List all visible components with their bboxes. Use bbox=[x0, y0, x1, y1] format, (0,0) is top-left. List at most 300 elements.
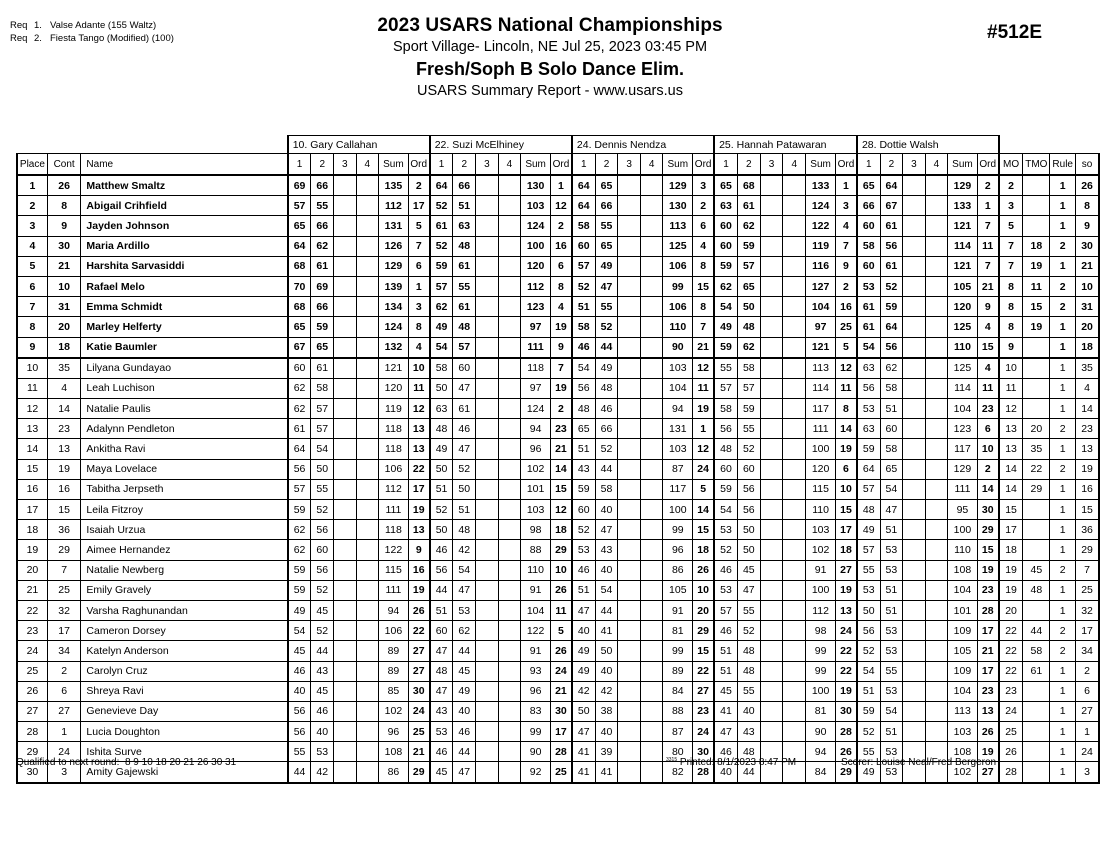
cell-judge0-score1: 54 bbox=[288, 621, 311, 641]
cell-judge1-sum: 90 bbox=[521, 742, 551, 762]
cell-judge2-score2: 44 bbox=[595, 600, 618, 620]
cell-judge2-score1: 47 bbox=[572, 600, 595, 620]
cell-judge0-score2: 58 bbox=[311, 378, 334, 398]
cell-judge2-score4 bbox=[640, 337, 663, 358]
cell-place: 6 bbox=[17, 276, 47, 296]
cell-judge3-score2: 59 bbox=[737, 399, 760, 419]
cell-judge3-score2: 52 bbox=[737, 439, 760, 459]
cell-judge2-ord: 10 bbox=[693, 580, 714, 600]
cell-rule: 2 bbox=[1050, 236, 1076, 256]
cell-judge1-score2: 44 bbox=[453, 641, 476, 661]
table-row bbox=[17, 500, 1099, 520]
cell-judge0-score4 bbox=[356, 479, 379, 499]
cell-judge2-score2: 66 bbox=[595, 419, 618, 439]
cell-judge4-score4 bbox=[925, 479, 947, 499]
cell-judge4-ord: 7 bbox=[977, 216, 998, 236]
cell-rule: 1 bbox=[1050, 216, 1076, 236]
cell-name: Natalie Newberg bbox=[81, 560, 288, 580]
cell-judge2-ord: 24 bbox=[693, 722, 714, 742]
cell-judge4-score1: 54 bbox=[857, 661, 880, 681]
cell-judge4-ord: 11 bbox=[977, 378, 998, 398]
cell-judge1-ord: 2 bbox=[550, 399, 571, 419]
cell-judge0-ord: 25 bbox=[408, 722, 429, 742]
cell-judge1-score3 bbox=[476, 722, 499, 742]
cell-judge1-score4 bbox=[498, 256, 521, 276]
cell-judge3-score1: 62 bbox=[714, 276, 737, 296]
cell-judge4-score1: 56 bbox=[857, 621, 880, 641]
cell-judge4-ord: 27 bbox=[977, 762, 998, 783]
cell-rule: 2 bbox=[1050, 641, 1076, 661]
cell-judge1-score4 bbox=[498, 701, 521, 721]
cell-judge4-score4 bbox=[925, 337, 947, 358]
cell-judge2-score2: 41 bbox=[595, 762, 618, 783]
cell-judge3-score3 bbox=[760, 358, 783, 379]
cell-judge1-ord: 26 bbox=[550, 641, 571, 661]
cell-judge2-score1: 46 bbox=[572, 337, 595, 358]
cell-rule: 1 bbox=[1050, 661, 1076, 681]
cell-name: Jayden Johnson bbox=[81, 216, 288, 236]
cell-tmo: 19 bbox=[1023, 256, 1050, 276]
cell-judge2-ord: 24 bbox=[693, 459, 714, 479]
cell-judge3-sum: 113 bbox=[806, 358, 836, 379]
table-row bbox=[17, 358, 1099, 379]
cell-name: Amity Gajewski bbox=[81, 762, 288, 783]
cell-judge1-score2: 60 bbox=[453, 358, 476, 379]
cell-judge4-score1: 60 bbox=[857, 256, 880, 276]
cell-rule: 1 bbox=[1050, 681, 1076, 701]
cell-judge1-score3 bbox=[476, 297, 499, 317]
cell-judge0-sum: 115 bbox=[379, 560, 409, 580]
col-judge1-3: 3 bbox=[476, 154, 499, 176]
table-row bbox=[17, 216, 1099, 236]
cell-judge4-score2: 53 bbox=[880, 560, 903, 580]
cell-judge0-sum: 102 bbox=[379, 701, 409, 721]
cell-judge3-score3 bbox=[760, 500, 783, 520]
cell-judge0-score3 bbox=[334, 297, 357, 317]
qualified-line bbox=[16, 757, 236, 768]
cell-judge1-ord: 11 bbox=[550, 600, 571, 620]
cell-judge2-score2: 41 bbox=[595, 621, 618, 641]
cell-judge1-sum: 123 bbox=[521, 297, 551, 317]
cell-judge4-score1: 53 bbox=[857, 399, 880, 419]
cell-judge2-score3 bbox=[618, 459, 641, 479]
cell-tmo: 35 bbox=[1023, 439, 1050, 459]
cell-judge2-score3 bbox=[618, 378, 641, 398]
cell-place: 12 bbox=[17, 399, 47, 419]
cell-judge2-sum: 81 bbox=[663, 621, 693, 641]
cell-judge2-ord: 27 bbox=[693, 681, 714, 701]
cell-judge2-score3 bbox=[618, 175, 641, 196]
cell-judge1-score4 bbox=[498, 540, 521, 560]
cell-judge3-sum: 91 bbox=[806, 560, 836, 580]
cell-judge2-score2: 65 bbox=[595, 236, 618, 256]
cell-judge2-ord: 7 bbox=[693, 317, 714, 337]
cell-judge2-ord: 3 bbox=[693, 175, 714, 196]
cell-judge2-score1: 42 bbox=[572, 681, 595, 701]
cell-judge0-score3 bbox=[334, 621, 357, 641]
cell-judge2-sum: 99 bbox=[663, 276, 693, 296]
cell-judge1-sum: 111 bbox=[521, 337, 551, 358]
cell-judge0-ord: 27 bbox=[408, 661, 429, 681]
cell-judge2-ord: 28 bbox=[693, 762, 714, 783]
cell-judge4-score3 bbox=[903, 236, 925, 256]
cell-judge2-score3 bbox=[618, 500, 641, 520]
cell-mo: 17 bbox=[999, 520, 1023, 540]
cell-judge2-sum: 82 bbox=[663, 762, 693, 783]
cell-judge3-score1: 45 bbox=[714, 681, 737, 701]
cell-cont: 17 bbox=[47, 621, 81, 641]
cell-judge0-score1: 70 bbox=[288, 276, 311, 296]
cell-judge2-sum: 91 bbox=[663, 600, 693, 620]
cell-judge3-score4 bbox=[783, 399, 806, 419]
cell-tmo: 61 bbox=[1023, 661, 1050, 681]
table-row bbox=[17, 317, 1099, 337]
cell-judge1-score4 bbox=[498, 661, 521, 681]
cell-judge1-score2: 49 bbox=[453, 681, 476, 701]
cell-judge0-score1: 59 bbox=[288, 580, 311, 600]
cell-name: Genevieve Day bbox=[81, 701, 288, 721]
cell-judge1-score4 bbox=[498, 297, 521, 317]
cell-judge0-score1: 64 bbox=[288, 439, 311, 459]
cell-judge1-score4 bbox=[498, 560, 521, 580]
cell-rule: 1 bbox=[1050, 358, 1076, 379]
cell-cont: 23 bbox=[47, 419, 81, 439]
col-judge1-sum: Sum bbox=[521, 154, 551, 176]
printed-timestamp: Printed: 8/1/2023 8:47 PM bbox=[679, 757, 797, 768]
cell-judge3-score3 bbox=[760, 216, 783, 236]
cell-judge3-score1: 46 bbox=[714, 742, 737, 762]
cell-judge1-score2: 55 bbox=[453, 276, 476, 296]
cell-judge0-score3 bbox=[334, 439, 357, 459]
cell-judge0-score3 bbox=[334, 459, 357, 479]
cell-so: 19 bbox=[1076, 459, 1099, 479]
table-row bbox=[17, 297, 1099, 317]
cell-judge1-score1: 54 bbox=[430, 337, 453, 358]
results-body bbox=[17, 175, 1099, 783]
cell-judge2-score1: 60 bbox=[572, 236, 595, 256]
cell-judge0-score1: 61 bbox=[288, 419, 311, 439]
cell-tmo: 29 bbox=[1023, 479, 1050, 499]
cell-judge4-score2: 56 bbox=[880, 236, 903, 256]
cell-judge0-score4 bbox=[356, 722, 379, 742]
cell-judge1-score4 bbox=[498, 236, 521, 256]
cell-judge0-score4 bbox=[356, 378, 379, 398]
cell-so: 3 bbox=[1076, 762, 1099, 783]
col-judge2-ord: Ord bbox=[693, 154, 714, 176]
cell-judge4-ord: 19 bbox=[977, 742, 998, 762]
cell-judge0-score1: 59 bbox=[288, 560, 311, 580]
cell-judge3-score1: 59 bbox=[714, 479, 737, 499]
cell-mo: 19 bbox=[999, 580, 1023, 600]
table-row bbox=[17, 399, 1099, 419]
cell-judge4-sum: 111 bbox=[948, 479, 978, 499]
cell-name: Abigail Crihfield bbox=[81, 196, 288, 216]
cell-judge1-ord: 15 bbox=[550, 479, 571, 499]
cell-judge2-score3 bbox=[618, 701, 641, 721]
cell-place: 22 bbox=[17, 600, 47, 620]
cell-judge0-sum: 112 bbox=[379, 196, 409, 216]
cell-judge3-ord: 22 bbox=[836, 641, 857, 661]
cell-judge0-score1: 62 bbox=[288, 540, 311, 560]
cell-judge2-score2: 52 bbox=[595, 439, 618, 459]
cell-judge4-sum: 104 bbox=[948, 681, 978, 701]
cell-judge1-score3 bbox=[476, 276, 499, 296]
cell-judge4-score4 bbox=[925, 701, 947, 721]
cell-judge1-sum: 124 bbox=[521, 399, 551, 419]
cell-judge4-score2: 54 bbox=[880, 701, 903, 721]
cell-rule: 1 bbox=[1050, 378, 1076, 398]
cell-judge2-ord: 15 bbox=[693, 520, 714, 540]
cell-judge1-score4 bbox=[498, 580, 521, 600]
cell-judge3-score3 bbox=[760, 641, 783, 661]
cell-tmo bbox=[1023, 358, 1050, 379]
cell-judge2-score4 bbox=[640, 580, 663, 600]
cell-judge1-score2: 61 bbox=[453, 256, 476, 276]
cell-judge3-score1: 54 bbox=[714, 500, 737, 520]
cell-judge2-score4 bbox=[640, 439, 663, 459]
cell-cont: 8 bbox=[47, 196, 81, 216]
cell-judge1-score2: 40 bbox=[453, 701, 476, 721]
cell-tmo bbox=[1023, 600, 1050, 620]
requirement-number: 2. bbox=[34, 33, 42, 44]
cell-judge0-score3 bbox=[334, 641, 357, 661]
cell-judge3-ord: 12 bbox=[836, 358, 857, 379]
cell-judge4-score1: 56 bbox=[857, 378, 880, 398]
cell-judge3-score1: 49 bbox=[714, 317, 737, 337]
cell-judge3-ord: 14 bbox=[836, 419, 857, 439]
cell-judge0-score4 bbox=[356, 419, 379, 439]
cell-judge3-sum: 112 bbox=[806, 600, 836, 620]
cell-judge4-score1: 61 bbox=[857, 317, 880, 337]
cell-judge3-score4 bbox=[783, 661, 806, 681]
cell-judge3-score4 bbox=[783, 175, 806, 196]
cell-judge0-score1: 57 bbox=[288, 196, 311, 216]
cell-rule: 2 bbox=[1050, 276, 1076, 296]
cell-judge4-score1: 65 bbox=[857, 175, 880, 196]
cell-judge2-score1: 58 bbox=[572, 216, 595, 236]
cell-judge4-score3 bbox=[903, 500, 925, 520]
cell-judge1-score1: 49 bbox=[430, 317, 453, 337]
cell-judge0-sum: 139 bbox=[379, 276, 409, 296]
cell-judge2-score1: 52 bbox=[572, 520, 595, 540]
cell-judge0-score2: 50 bbox=[311, 459, 334, 479]
cell-judge1-score4 bbox=[498, 276, 521, 296]
cell-rule: 1 bbox=[1050, 175, 1076, 196]
cell-judge1-score2: 61 bbox=[453, 297, 476, 317]
cell-judge0-score3 bbox=[334, 256, 357, 276]
cell-judge0-ord: 22 bbox=[408, 621, 429, 641]
cell-judge0-ord: 5 bbox=[408, 216, 429, 236]
cell-judge0-sum: 94 bbox=[379, 600, 409, 620]
cell-mo: 11 bbox=[999, 378, 1023, 398]
cell-judge2-ord: 2 bbox=[693, 196, 714, 216]
cell-judge3-score1: 51 bbox=[714, 641, 737, 661]
cell-rule: 2 bbox=[1050, 459, 1076, 479]
cell-name: Cameron Dorsey bbox=[81, 621, 288, 641]
cell-judge3-score2: 45 bbox=[737, 560, 760, 580]
cell-judge3-score3 bbox=[760, 600, 783, 620]
cell-judge4-sum: 114 bbox=[948, 378, 978, 398]
cell-judge3-score4 bbox=[783, 600, 806, 620]
cell-judge2-score1: 54 bbox=[572, 358, 595, 379]
cell-judge3-score4 bbox=[783, 621, 806, 641]
cell-judge1-score2: 44 bbox=[453, 742, 476, 762]
cell-judge0-ord: 19 bbox=[408, 580, 429, 600]
cell-place: 13 bbox=[17, 419, 47, 439]
cell-judge3-ord: 18 bbox=[836, 540, 857, 560]
cell-judge3-score4 bbox=[783, 540, 806, 560]
cell-tmo bbox=[1023, 196, 1050, 216]
cell-judge2-score2: 39 bbox=[595, 742, 618, 762]
cell-judge1-score4 bbox=[498, 378, 521, 398]
cell-judge4-ord: 23 bbox=[977, 580, 998, 600]
cell-so: 30 bbox=[1076, 236, 1099, 256]
cell-judge2-score3 bbox=[618, 419, 641, 439]
cell-judge4-ord: 4 bbox=[977, 317, 998, 337]
cell-judge2-sum: 100 bbox=[663, 500, 693, 520]
cell-judge4-score2: 64 bbox=[880, 175, 903, 196]
cell-judge3-score2: 57 bbox=[737, 256, 760, 276]
cell-judge0-ord: 13 bbox=[408, 439, 429, 459]
cell-judge1-score4 bbox=[498, 762, 521, 783]
cell-judge3-score4 bbox=[783, 297, 806, 317]
cell-mo: 7 bbox=[999, 256, 1023, 276]
cell-judge0-score3 bbox=[334, 175, 357, 196]
cell-judge2-score3 bbox=[618, 297, 641, 317]
cell-judge2-score4 bbox=[640, 722, 663, 742]
cell-judge0-score4 bbox=[356, 560, 379, 580]
cell-judge4-score2: 62 bbox=[880, 358, 903, 379]
cell-judge4-score1: 57 bbox=[857, 540, 880, 560]
cell-judge1-score1: 47 bbox=[430, 681, 453, 701]
cell-judge2-score1: 64 bbox=[572, 175, 595, 196]
cell-judge1-score1: 53 bbox=[430, 722, 453, 742]
cell-judge4-sum: 108 bbox=[948, 560, 978, 580]
cell-judge1-score2: 50 bbox=[453, 479, 476, 499]
cell-judge1-score2: 48 bbox=[453, 236, 476, 256]
cell-judge2-score3 bbox=[618, 681, 641, 701]
cell-judge4-score3 bbox=[903, 520, 925, 540]
cell-tmo: 15 bbox=[1023, 297, 1050, 317]
col-judge3-3: 3 bbox=[760, 154, 783, 176]
cell-judge4-ord: 17 bbox=[977, 661, 998, 681]
cell-judge4-ord: 28 bbox=[977, 600, 998, 620]
cell-place: 26 bbox=[17, 681, 47, 701]
cell-mo: 9 bbox=[999, 337, 1023, 358]
cell-judge0-sum: 124 bbox=[379, 317, 409, 337]
cell-judge1-ord: 18 bbox=[550, 520, 571, 540]
cell-judge1-score1: 50 bbox=[430, 378, 453, 398]
cell-judge1-score2: 63 bbox=[453, 216, 476, 236]
cell-judge2-score1: 56 bbox=[572, 378, 595, 398]
cell-judge3-sum: 99 bbox=[806, 641, 836, 661]
cell-judge4-sum: 113 bbox=[948, 701, 978, 721]
cell-judge4-score2: 52 bbox=[880, 276, 903, 296]
cell-judge0-score2: 56 bbox=[311, 520, 334, 540]
cell-judge1-score3 bbox=[476, 479, 499, 499]
requirement-text: Fiesta Tango (Modified) (100) bbox=[50, 33, 174, 44]
cell-name: Varsha Raghunandan bbox=[81, 600, 288, 620]
cell-cont: 18 bbox=[47, 337, 81, 358]
cell-judge4-score3 bbox=[903, 419, 925, 439]
cell-cont: 7 bbox=[47, 560, 81, 580]
cell-cont: 34 bbox=[47, 641, 81, 661]
cell-judge1-score3 bbox=[476, 701, 499, 721]
cell-judge1-score1: 47 bbox=[430, 641, 453, 661]
cell-so: 23 bbox=[1076, 419, 1099, 439]
cell-rule: 1 bbox=[1050, 439, 1076, 459]
cell-judge4-sum: 109 bbox=[948, 621, 978, 641]
cell-tmo: 20 bbox=[1023, 419, 1050, 439]
cell-mo: 12 bbox=[999, 399, 1023, 419]
cell-judge3-sum: 98 bbox=[806, 621, 836, 641]
cell-judge2-score3 bbox=[618, 276, 641, 296]
cell-judge4-score3 bbox=[903, 701, 925, 721]
cell-judge4-ord: 23 bbox=[977, 399, 998, 419]
cell-judge3-score2: 44 bbox=[737, 762, 760, 783]
cell-judge0-score3 bbox=[334, 216, 357, 236]
cell-so: 29 bbox=[1076, 540, 1099, 560]
cell-judge3-ord: 19 bbox=[836, 681, 857, 701]
cell-judge0-ord: 4 bbox=[408, 337, 429, 358]
cell-judge1-score4 bbox=[498, 641, 521, 661]
cell-judge2-score2: 47 bbox=[595, 276, 618, 296]
cell-judge4-score1: 52 bbox=[857, 641, 880, 661]
cell-judge4-score3 bbox=[903, 175, 925, 196]
cell-judge1-sum: 96 bbox=[521, 681, 551, 701]
cell-judge2-sum: 105 bbox=[663, 580, 693, 600]
cell-judge4-ord: 4 bbox=[977, 358, 998, 379]
cell-judge0-sum: 108 bbox=[379, 742, 409, 762]
cell-rule: 1 bbox=[1050, 479, 1076, 499]
cell-cont: 9 bbox=[47, 216, 81, 236]
cell-tmo: 11 bbox=[1023, 276, 1050, 296]
cell-judge2-score1: 41 bbox=[572, 742, 595, 762]
cell-judge2-score3 bbox=[618, 742, 641, 762]
cell-judge4-score3 bbox=[903, 580, 925, 600]
cell-judge2-ord: 26 bbox=[693, 560, 714, 580]
cell-judge3-sum: 94 bbox=[806, 742, 836, 762]
cell-place: 16 bbox=[17, 479, 47, 499]
cell-name: Rafael Melo bbox=[81, 276, 288, 296]
cell-judge0-ord: 10 bbox=[408, 358, 429, 379]
cell-name: Katelyn Anderson bbox=[81, 641, 288, 661]
cell-judge4-score3 bbox=[903, 276, 925, 296]
cell-judge2-score2: 38 bbox=[595, 701, 618, 721]
cell-judge2-score2: 50 bbox=[595, 641, 618, 661]
cell-judge4-sum: 95 bbox=[948, 500, 978, 520]
cell-judge0-sum: 111 bbox=[379, 580, 409, 600]
cell-so: 7 bbox=[1076, 560, 1099, 580]
cell-judge1-ord: 9 bbox=[550, 337, 571, 358]
cell-judge4-score4 bbox=[925, 722, 947, 742]
cell-judge0-score2: 52 bbox=[311, 580, 334, 600]
cell-judge4-sum: 123 bbox=[948, 419, 978, 439]
cell-judge0-score2: 62 bbox=[311, 236, 334, 256]
col-judge2-2: 2 bbox=[595, 154, 618, 176]
cell-place: 25 bbox=[17, 661, 47, 681]
cell-judge1-score1: 52 bbox=[430, 500, 453, 520]
cell-judge0-score2: 57 bbox=[311, 399, 334, 419]
cell-place: 10 bbox=[17, 358, 47, 379]
cell-judge0-score4 bbox=[356, 337, 379, 358]
cell-judge1-score3 bbox=[476, 762, 499, 783]
cell-judge4-score1: 53 bbox=[857, 276, 880, 296]
cell-judge2-score4 bbox=[640, 621, 663, 641]
cell-judge2-sum: 113 bbox=[663, 216, 693, 236]
table-row bbox=[17, 337, 1099, 358]
cell-judge2-sum: 125 bbox=[663, 236, 693, 256]
